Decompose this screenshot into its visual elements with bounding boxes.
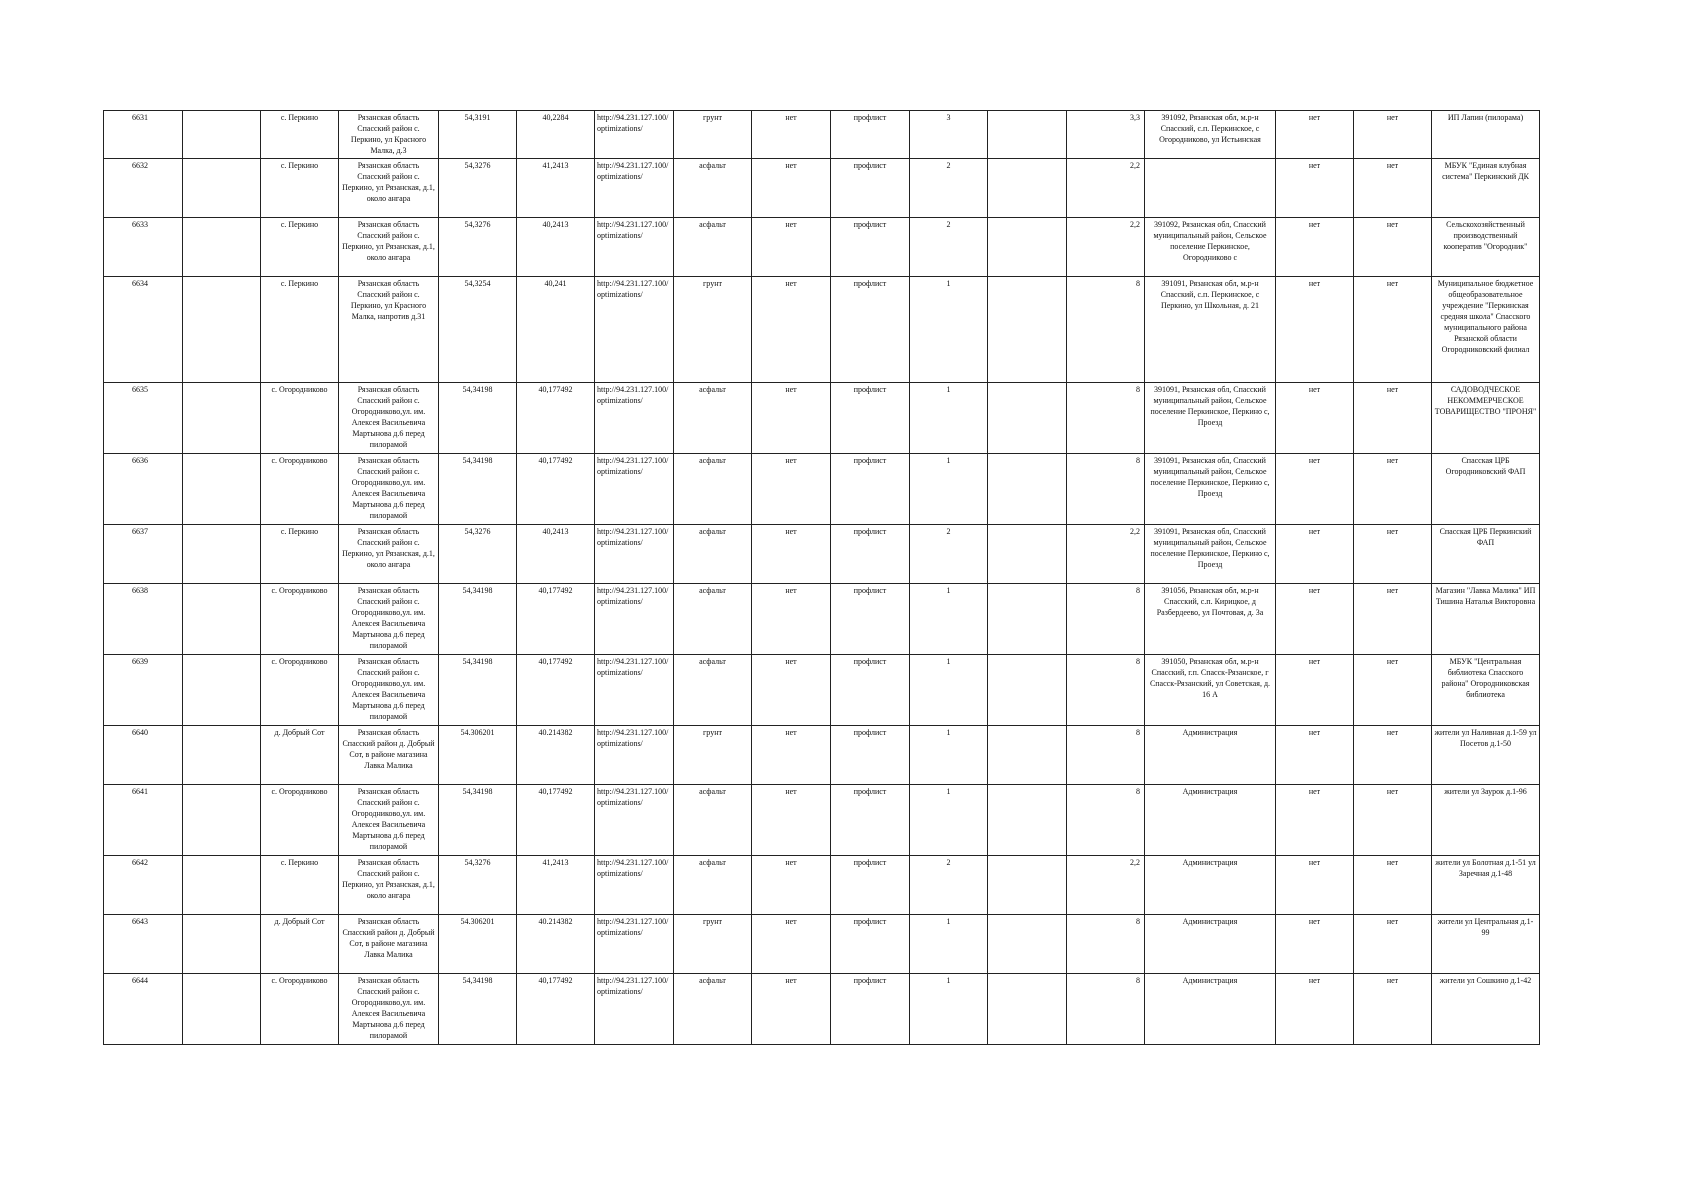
flag-cell: нет bbox=[1354, 218, 1432, 277]
owner-name-cell: Спасская ЦРБ Огородниковский ФАП bbox=[1432, 454, 1540, 525]
longitude-cell: 40,241 bbox=[517, 277, 595, 383]
flag-cell: нет bbox=[1354, 856, 1432, 915]
latitude-cell: 54,3276 bbox=[439, 525, 517, 584]
map-link-cell: http://94.231.127.100/optimizations/ bbox=[595, 915, 674, 974]
latitude-cell: 54,3276 bbox=[439, 159, 517, 218]
longitude-cell: 40,177492 bbox=[517, 383, 595, 454]
longitude-cell: 40.214382 bbox=[517, 915, 595, 974]
row-number-cell: 6634 bbox=[104, 277, 183, 383]
flag-cell: нет bbox=[1276, 525, 1354, 584]
container-count-cell: 1 bbox=[910, 785, 988, 856]
settlement-cell: с. Перкино bbox=[261, 525, 339, 584]
empty-cell bbox=[988, 974, 1067, 1045]
material-cell: профлист bbox=[831, 454, 910, 525]
table-row bbox=[104, 655, 1540, 726]
empty-cell bbox=[183, 726, 261, 785]
row-number-cell: 6644 bbox=[104, 974, 183, 1045]
address-cell: Рязанская область Спасский район с. Перкино, ул Красного Малка, напротив д.31 bbox=[339, 277, 439, 383]
flag-cell: нет bbox=[752, 974, 831, 1045]
map-link-cell: http://94.231.127.100/optimizations/ bbox=[595, 974, 674, 1045]
flag-cell: нет bbox=[1354, 915, 1432, 974]
empty-cell bbox=[183, 915, 261, 974]
longitude-cell: 40,177492 bbox=[517, 655, 595, 726]
row-number-cell: 6636 bbox=[104, 454, 183, 525]
volume-cell: 3,3 bbox=[1067, 111, 1145, 159]
owner-address-cell: 391091, Рязанская обл, Спасский муниципальный район, Сельское поселение Перкинское, Перкино с, Проезд bbox=[1145, 383, 1276, 454]
empty-cell bbox=[988, 383, 1067, 454]
table-row bbox=[104, 856, 1540, 915]
flag-cell: нет bbox=[1354, 974, 1432, 1045]
map-link-cell: http://94.231.127.100/optimizations/ bbox=[595, 856, 674, 915]
empty-cell bbox=[183, 383, 261, 454]
surface-cell: асфальт bbox=[674, 655, 752, 726]
map-link-cell: http://94.231.127.100/optimizations/ bbox=[595, 111, 674, 159]
container-count-cell: 1 bbox=[910, 383, 988, 454]
surface-cell: асфальт bbox=[674, 584, 752, 655]
empty-cell bbox=[988, 218, 1067, 277]
settlement-cell: с. Огородниково bbox=[261, 584, 339, 655]
empty-cell bbox=[988, 584, 1067, 655]
surface-cell: грунт bbox=[674, 111, 752, 159]
flag-cell: нет bbox=[1276, 856, 1354, 915]
volume-cell: 8 bbox=[1067, 277, 1145, 383]
table-body bbox=[104, 111, 1540, 1045]
surface-cell: асфальт bbox=[674, 454, 752, 525]
settlement-cell: с. Огородниково bbox=[261, 785, 339, 856]
volume-cell: 2,2 bbox=[1067, 525, 1145, 584]
material-cell: профлист bbox=[831, 159, 910, 218]
row-number-cell: 6643 bbox=[104, 915, 183, 974]
empty-cell bbox=[988, 525, 1067, 584]
latitude-cell: 54,34198 bbox=[439, 383, 517, 454]
volume-cell: 2,2 bbox=[1067, 856, 1145, 915]
latitude-cell: 54,34198 bbox=[439, 584, 517, 655]
flag-cell: нет bbox=[752, 655, 831, 726]
longitude-cell: 40,177492 bbox=[517, 584, 595, 655]
flag-cell: нет bbox=[1354, 111, 1432, 159]
container-count-cell: 1 bbox=[910, 655, 988, 726]
flag-cell: нет bbox=[752, 383, 831, 454]
empty-cell bbox=[183, 159, 261, 218]
flag-cell: нет bbox=[752, 111, 831, 159]
flag-cell: нет bbox=[1354, 785, 1432, 856]
flag-cell: нет bbox=[1354, 454, 1432, 525]
empty-cell bbox=[988, 454, 1067, 525]
volume-cell: 8 bbox=[1067, 726, 1145, 785]
table-row bbox=[104, 159, 1540, 218]
empty-cell bbox=[988, 856, 1067, 915]
row-number-cell: 6633 bbox=[104, 218, 183, 277]
latitude-cell: 54,3276 bbox=[439, 218, 517, 277]
map-link-cell: http://94.231.127.100/optimizations/ bbox=[595, 655, 674, 726]
latitude-cell: 54.306201 bbox=[439, 915, 517, 974]
longitude-cell: 40,177492 bbox=[517, 454, 595, 525]
flag-cell: нет bbox=[1276, 974, 1354, 1045]
empty-cell bbox=[183, 785, 261, 856]
volume-cell: 8 bbox=[1067, 584, 1145, 655]
table-row bbox=[104, 277, 1540, 383]
owner-name-cell: Магазин "Лавка Малика" ИП Тишина Наталья Викторовна bbox=[1432, 584, 1540, 655]
latitude-cell: 54.306201 bbox=[439, 726, 517, 785]
table-row bbox=[104, 383, 1540, 454]
address-cell: Рязанская область Спасский район с. Огородниково,ул. им. Алексея Васильевича Мартынова д.6 перед пилорамой bbox=[339, 454, 439, 525]
settlement-cell: с. Перкино bbox=[261, 159, 339, 218]
empty-cell bbox=[183, 525, 261, 584]
latitude-cell: 54,34198 bbox=[439, 785, 517, 856]
row-number-cell: 6638 bbox=[104, 584, 183, 655]
address-cell: Рязанская область Спасский район с. Перкино, ул Рязанская, д.1, около ангара bbox=[339, 856, 439, 915]
material-cell: профлист bbox=[831, 218, 910, 277]
owner-name-cell: Сельскохозяйственный производственный кооператив "Огородник" bbox=[1432, 218, 1540, 277]
container-count-cell: 2 bbox=[910, 218, 988, 277]
map-link-cell: http://94.231.127.100/optimizations/ bbox=[595, 218, 674, 277]
flag-cell: нет bbox=[752, 915, 831, 974]
address-cell: Рязанская область Спасский район с. Перкино, ул Рязанская, д.1, около ангара bbox=[339, 525, 439, 584]
flag-cell: нет bbox=[752, 454, 831, 525]
flag-cell: нет bbox=[752, 525, 831, 584]
owner-address-cell: Администрация bbox=[1145, 856, 1276, 915]
flag-cell: нет bbox=[1354, 655, 1432, 726]
longitude-cell: 40,2284 bbox=[517, 111, 595, 159]
owner-address-cell: 391092, Рязанская обл, Спасский муниципальный район, Сельское поселение Перкинское, Огородниково с bbox=[1145, 218, 1276, 277]
empty-cell bbox=[183, 584, 261, 655]
address-cell: Рязанская область Спасский район с. Перкино, ул Рязанская, д.1, около ангара bbox=[339, 159, 439, 218]
table-row bbox=[104, 525, 1540, 584]
owner-name-cell: жители ул Наливная д.1-59 ул Посетов д.1-50 bbox=[1432, 726, 1540, 785]
registry-table bbox=[103, 110, 1540, 1045]
container-count-cell: 3 bbox=[910, 111, 988, 159]
owner-name-cell: жители ул Болотная д.1-51 ул Заречная д.1-48 bbox=[1432, 856, 1540, 915]
settlement-cell: с. Огородниково bbox=[261, 974, 339, 1045]
latitude-cell: 54,3254 bbox=[439, 277, 517, 383]
surface-cell: грунт bbox=[674, 726, 752, 785]
longitude-cell: 40.214382 bbox=[517, 726, 595, 785]
flag-cell: нет bbox=[1354, 383, 1432, 454]
owner-address-cell: 391092, Рязанская обл, м.р-н Спасский, с.п. Перкинское, с Огородниково, ул Истьинская bbox=[1145, 111, 1276, 159]
flag-cell: нет bbox=[1276, 454, 1354, 525]
empty-cell bbox=[988, 785, 1067, 856]
empty-cell bbox=[183, 218, 261, 277]
container-count-cell: 1 bbox=[910, 277, 988, 383]
table-row bbox=[104, 584, 1540, 655]
flag-cell: нет bbox=[752, 785, 831, 856]
volume-cell: 8 bbox=[1067, 785, 1145, 856]
surface-cell: грунт bbox=[674, 277, 752, 383]
surface-cell: грунт bbox=[674, 915, 752, 974]
address-cell: Рязанская область Спасский район с. Огородниково,ул. им. Алексея Васильевича Мартынова д.6 перед пилорамой bbox=[339, 584, 439, 655]
flag-cell: нет bbox=[1276, 584, 1354, 655]
table-row bbox=[104, 974, 1540, 1045]
map-link-cell: http://94.231.127.100/optimizations/ bbox=[595, 454, 674, 525]
longitude-cell: 40,2413 bbox=[517, 218, 595, 277]
flag-cell: нет bbox=[1276, 655, 1354, 726]
flag-cell: нет bbox=[752, 726, 831, 785]
container-count-cell: 2 bbox=[910, 159, 988, 218]
container-count-cell: 1 bbox=[910, 974, 988, 1045]
owner-address-cell: 391091, Рязанская обл, Спасский муниципальный район, Сельское поселение Перкинское, Перкино с, Проезд bbox=[1145, 454, 1276, 525]
empty-cell bbox=[988, 655, 1067, 726]
longitude-cell: 40,2413 bbox=[517, 525, 595, 584]
map-link-cell: http://94.231.127.100/optimizations/ bbox=[595, 159, 674, 218]
settlement-cell: д. Добрый Сот bbox=[261, 915, 339, 974]
empty-cell bbox=[183, 454, 261, 525]
table-row bbox=[104, 726, 1540, 785]
settlement-cell: с. Перкино bbox=[261, 218, 339, 277]
flag-cell: нет bbox=[1354, 525, 1432, 584]
owner-address-cell: Администрация bbox=[1145, 726, 1276, 785]
table-row bbox=[104, 915, 1540, 974]
address-cell: Рязанская область Спасский район д. Добрый Сот, в районе магазина Лавка Малика bbox=[339, 915, 439, 974]
empty-cell bbox=[988, 111, 1067, 159]
container-count-cell: 2 bbox=[910, 856, 988, 915]
row-number-cell: 6631 bbox=[104, 111, 183, 159]
flag-cell: нет bbox=[1354, 277, 1432, 383]
flag-cell: нет bbox=[1276, 785, 1354, 856]
map-link-cell: http://94.231.127.100/optimizations/ bbox=[595, 584, 674, 655]
settlement-cell: с. Огородниково bbox=[261, 454, 339, 525]
container-count-cell: 1 bbox=[910, 454, 988, 525]
empty-cell bbox=[183, 277, 261, 383]
empty-cell bbox=[183, 856, 261, 915]
row-number-cell: 6640 bbox=[104, 726, 183, 785]
empty-cell bbox=[183, 111, 261, 159]
surface-cell: асфальт bbox=[674, 159, 752, 218]
flag-cell: нет bbox=[752, 277, 831, 383]
map-link-cell: http://94.231.127.100/optimizations/ bbox=[595, 277, 674, 383]
address-cell: Рязанская область Спасский район с. Огородниково,ул. им. Алексея Васильевича Мартынова д.6 перед пилорамой bbox=[339, 974, 439, 1045]
owner-address-cell bbox=[1145, 159, 1276, 218]
table-row bbox=[104, 785, 1540, 856]
material-cell: профлист bbox=[831, 277, 910, 383]
table-row bbox=[104, 218, 1540, 277]
empty-cell bbox=[988, 726, 1067, 785]
volume-cell: 8 bbox=[1067, 915, 1145, 974]
flag-cell: нет bbox=[752, 856, 831, 915]
owner-name-cell: МБУК "Центральная библиотека Спасского района" Огородниковская библиотека bbox=[1432, 655, 1540, 726]
settlement-cell: д. Добрый Сот bbox=[261, 726, 339, 785]
material-cell: профлист bbox=[831, 111, 910, 159]
flag-cell: нет bbox=[1354, 726, 1432, 785]
surface-cell: асфальт bbox=[674, 383, 752, 454]
material-cell: профлист bbox=[831, 915, 910, 974]
owner-name-cell: жители ул Сошкино д.1-42 bbox=[1432, 974, 1540, 1045]
latitude-cell: 54,34198 bbox=[439, 454, 517, 525]
settlement-cell: с. Перкино bbox=[261, 856, 339, 915]
latitude-cell: 54,34198 bbox=[439, 974, 517, 1045]
owner-name-cell: жители ул Заурок д.1-96 bbox=[1432, 785, 1540, 856]
container-count-cell: 2 bbox=[910, 525, 988, 584]
flag-cell: нет bbox=[1276, 915, 1354, 974]
flag-cell: нет bbox=[1354, 584, 1432, 655]
surface-cell: асфальт bbox=[674, 785, 752, 856]
material-cell: профлист bbox=[831, 655, 910, 726]
owner-address-cell: 391091, Рязанская обл, м.р-н Спасский, с.п. Перкинское, с Перкино, ул Школьная, д. 21 bbox=[1145, 277, 1276, 383]
owner-name-cell: Спасская ЦРБ Перкинский ФАП bbox=[1432, 525, 1540, 584]
flag-cell: нет bbox=[1276, 277, 1354, 383]
surface-cell: асфальт bbox=[674, 974, 752, 1045]
flag-cell: нет bbox=[752, 218, 831, 277]
longitude-cell: 40,177492 bbox=[517, 974, 595, 1045]
material-cell: профлист bbox=[831, 383, 910, 454]
settlement-cell: с. Перкино bbox=[261, 111, 339, 159]
owner-address-cell: Администрация bbox=[1145, 974, 1276, 1045]
volume-cell: 8 bbox=[1067, 974, 1145, 1045]
material-cell: профлист bbox=[831, 726, 910, 785]
owner-name-cell: МБУК "Единая клубная система" Перкинский ДК bbox=[1432, 159, 1540, 218]
map-link-cell: http://94.231.127.100/optimizations/ bbox=[595, 785, 674, 856]
container-count-cell: 1 bbox=[910, 584, 988, 655]
map-link-cell: http://94.231.127.100/optimizations/ bbox=[595, 525, 674, 584]
row-number-cell: 6641 bbox=[104, 785, 183, 856]
owner-address-cell: Администрация bbox=[1145, 915, 1276, 974]
longitude-cell: 41,2413 bbox=[517, 856, 595, 915]
empty-cell bbox=[988, 277, 1067, 383]
map-link-cell: http://94.231.127.100/optimizations/ bbox=[595, 383, 674, 454]
empty-cell bbox=[988, 159, 1067, 218]
flag-cell: нет bbox=[1276, 726, 1354, 785]
row-number-cell: 6639 bbox=[104, 655, 183, 726]
volume-cell: 8 bbox=[1067, 454, 1145, 525]
empty-cell bbox=[183, 655, 261, 726]
empty-cell bbox=[988, 915, 1067, 974]
settlement-cell: с. Огородниково bbox=[261, 655, 339, 726]
flag-cell: нет bbox=[1354, 159, 1432, 218]
row-number-cell: 6637 bbox=[104, 525, 183, 584]
owner-name-cell: САДОВОДЧЕСКОЕ НЕКОММЕРЧЕСКОЕ ТОВАРИЩЕСТВО "ПРОНЯ" bbox=[1432, 383, 1540, 454]
flag-cell: нет bbox=[752, 584, 831, 655]
owner-address-cell: 391091, Рязанская обл, Спасский муниципальный район, Сельское поселение Перкинское, Перкино с, Проезд bbox=[1145, 525, 1276, 584]
material-cell: профлист bbox=[831, 584, 910, 655]
table-row bbox=[104, 454, 1540, 525]
row-number-cell: 6642 bbox=[104, 856, 183, 915]
material-cell: профлист bbox=[831, 856, 910, 915]
longitude-cell: 40,177492 bbox=[517, 785, 595, 856]
surface-cell: асфальт bbox=[674, 218, 752, 277]
latitude-cell: 54,34198 bbox=[439, 655, 517, 726]
flag-cell: нет bbox=[1276, 218, 1354, 277]
row-number-cell: 6635 bbox=[104, 383, 183, 454]
address-cell: Рязанская область Спасский район с. Перкино, ул Красного Малка, д.3 bbox=[339, 111, 439, 159]
flag-cell: нет bbox=[752, 159, 831, 218]
latitude-cell: 54,3191 bbox=[439, 111, 517, 159]
volume-cell: 2,2 bbox=[1067, 159, 1145, 218]
empty-cell bbox=[183, 974, 261, 1045]
table-row bbox=[104, 111, 1540, 159]
owner-name-cell: жители ул Центральная д.1-99 bbox=[1432, 915, 1540, 974]
owner-name-cell: Муниципальное бюджетное общеобразовательное учреждение "Перкинская средняя школа" Спасского муниципального района Рязанской области Огородниковский филиал bbox=[1432, 277, 1540, 383]
material-cell: профлист bbox=[831, 974, 910, 1045]
flag-cell: нет bbox=[1276, 383, 1354, 454]
longitude-cell: 41,2413 bbox=[517, 159, 595, 218]
flag-cell: нет bbox=[1276, 111, 1354, 159]
volume-cell: 8 bbox=[1067, 383, 1145, 454]
owner-address-cell: 391050, Рязанская обл, м.р-н Спасский, г.п. Спасск-Рязанское, г Спасск-Рязанский, ул Советская, д. 16 А bbox=[1145, 655, 1276, 726]
address-cell: Рязанская область Спасский район д. Добрый Сот, в районе магазина Лавка Малика bbox=[339, 726, 439, 785]
volume-cell: 8 bbox=[1067, 655, 1145, 726]
surface-cell: асфальт bbox=[674, 856, 752, 915]
container-count-cell: 1 bbox=[910, 915, 988, 974]
owner-address-cell: Администрация bbox=[1145, 785, 1276, 856]
address-cell: Рязанская область Спасский район с. Огородниково,ул. им. Алексея Васильевича Мартынова д.6 перед пилорамой bbox=[339, 785, 439, 856]
material-cell: профлист bbox=[831, 785, 910, 856]
latitude-cell: 54,3276 bbox=[439, 856, 517, 915]
volume-cell: 2,2 bbox=[1067, 218, 1145, 277]
row-number-cell: 6632 bbox=[104, 159, 183, 218]
flag-cell: нет bbox=[1276, 159, 1354, 218]
settlement-cell: с. Перкино bbox=[261, 277, 339, 383]
owner-address-cell: 391056, Рязанская обл, м.р-н Спасский, с.п. Кирицкое, д Разбердеево, ул Почтовая, д. 3а bbox=[1145, 584, 1276, 655]
address-cell: Рязанская область Спасский район с. Перкино, ул Рязанская, д.1, около ангара bbox=[339, 218, 439, 277]
settlement-cell: с. Огородниково bbox=[261, 383, 339, 454]
material-cell: профлист bbox=[831, 525, 910, 584]
container-count-cell: 1 bbox=[910, 726, 988, 785]
address-cell: Рязанская область Спасский район с. Огородниково,ул. им. Алексея Васильевича Мартынова д.6 перед пилорамой bbox=[339, 383, 439, 454]
address-cell: Рязанская область Спасский район с. Огородниково,ул. им. Алексея Васильевича Мартынова д.6 перед пилорамой bbox=[339, 655, 439, 726]
owner-name-cell: ИП Лапин (пилорама) bbox=[1432, 111, 1540, 159]
map-link-cell: http://94.231.127.100/optimizations/ bbox=[595, 726, 674, 785]
surface-cell: асфальт bbox=[674, 525, 752, 584]
